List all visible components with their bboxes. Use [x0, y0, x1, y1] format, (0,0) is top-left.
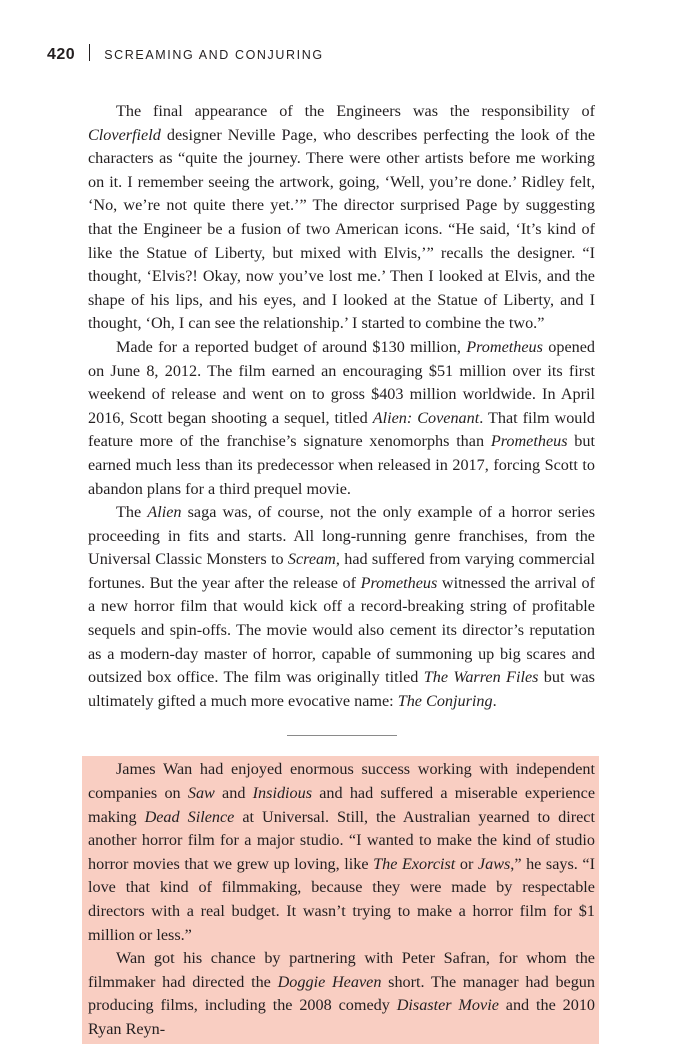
- highlight-paragraph-2: Wan got his chance by partnering with Peter Safran, for whom the filmmaker had directed the Doggie Heaven short. The manager had begun producing films, including the 2008 comedy Disaster Movie and the 2010 Ryan Reyn-: [88, 949, 596, 1038]
- highlight-paragraph-1: James Wan had enjoyed enormous success working with independent companies on Saw and Insidious and had suffered a miserable experience making Dead Silence at Universal. Still, the Australian yearned to direct another horror film for a major studio. “I wanted to make the kind of studio horror movies that we grew up loving, like The Exorcist or Jaws,” he says. “I love that kind of filmmaking, because they were made by respectable directors with a real budget. It wasn’t trying to make a horror film for $1 million or less.”: [88, 760, 595, 944]
- section-divider: [287, 735, 397, 736]
- page-number: 420: [47, 46, 76, 63]
- paragraph-1: The final appearance of the Engineers was the responsibility of Cloverfield designer Neville Page, who describes perfecting the look of the characters as “quite the journey. There were other artists before me working on it. I remember seeing the artwork, going, ‘Well, you’re done.’ Ridley felt, ‘No, we’re not quite there yet.’” The director surprised Page by suggesting that the Engineer be a fusion of two American icons. “He said, ‘It’s kind of like the Statue of Liberty, but mixed with Elvis,’” recalls the designer. “I thought, ‘Elvis?! Okay, now you’ve lost me.’ Then I looked at Elvis, and the shape of his lips, and his eyes, and I looked at the Statue of Liberty, and I thought, ‘Oh, I can see the relationship.’ I started to combine the two.”: [88, 102, 595, 333]
- header-divider: [89, 44, 90, 61]
- highlighted-passage: [82, 756, 599, 1043]
- running-head: SCREAMING AND CONJURING: [104, 48, 324, 62]
- paragraph-2: Made for a reported budget of around $130 million, Prometheus opened on June 8, 2012. The film earned an encouraging $51 million over its first weekend of release and went on to gross $403 million worldwide. In April 2016, Scott began shooting a sequel, titled Alien: Covenant. That film would feature more of the franchise’s signature xenomorphs than Prometheus but earned much less than its predecessor when released in 2017, forcing Scott to abandon plans for a third prequel movie.: [88, 337, 595, 498]
- paragraph-3: The Alien saga was, of course, not the only example of a horror series proceeding in fits and starts. All long-running genre franchises, from the Universal Classic Monsters to Scream, had suffered from varying commercial fortunes. But the year after the release of Prometheus witnessed the arrival of a new horror film that would kick off a record-breaking string of profitable sequels and spin-offs. The movie would also cement its director’s reputation as a modern-day master of horror, capable of summoning up big scares and outsized box office. The film was originally titled The Warren Files but was ultimately gifted a much more evocative name: The Conjuring.: [88, 503, 595, 710]
- body-column: [88, 100, 595, 1044]
- page-header: [47, 42, 324, 64]
